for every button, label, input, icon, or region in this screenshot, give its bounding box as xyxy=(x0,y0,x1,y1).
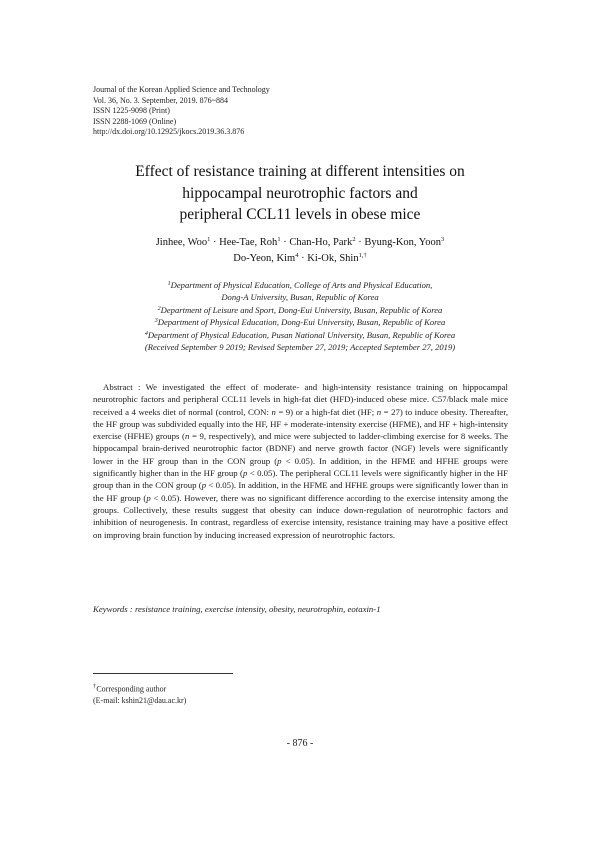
author-separator: · xyxy=(280,237,290,248)
author-name: Ki-Ok, Shin xyxy=(307,252,359,264)
abstract-text: < 0.05). However, there was no significant difference according to the exercise intensity among the groups. Collectively, these results suggest that obesity can induce down-regulation of neurotrophic factors and inhibition of neurogenesis. In contrast, regardless of exercise intensity, resistance training may have a positive effect on improving brain function by inducing increased expression of neurotrophic factors. xyxy=(93,492,508,540)
author-list xyxy=(0,235,600,266)
journal-volume: Vol. 36, No. 3. September, 2019. 876~884 xyxy=(93,95,228,105)
abstract-text: < 0.05). The peripheral CCL11 levels were significantly higher in the HF group than in the CON group ( xyxy=(93,468,509,491)
author-affiliation-mark: 1,† xyxy=(358,251,367,259)
keywords: Keywords : resistance training, exercise intensity, obesity, neurotrophin, eotaxin-1 xyxy=(93,604,381,614)
footnote-corresponding xyxy=(93,681,186,695)
affiliation-2 xyxy=(0,304,600,316)
received-dates: (Received September 9 2019; Revised September 27, 2019; Accepted September 27, 2019) xyxy=(144,342,456,353)
affiliation-1 xyxy=(0,279,600,291)
affiliation-4 xyxy=(0,329,600,341)
author-name: Byung-Kon, Yoon xyxy=(364,237,442,248)
author-name: Do-Yeon, Kim xyxy=(233,252,296,264)
journal-info xyxy=(93,85,270,138)
footnote-email[interactable]: (E-mail: kshin21@dau.ac.kr) xyxy=(93,696,187,706)
abstract-symbol: p xyxy=(201,480,207,491)
abstract-text: < 0.05). In addition, in the HFME and HFHE groups were significantly lower than in the HF group ( xyxy=(93,480,508,503)
author-name: Chan-Ho, Park xyxy=(289,237,353,248)
author-affiliation-mark: 2 xyxy=(352,236,356,243)
author-line-1 xyxy=(0,235,600,251)
author-affiliation-mark: 4 xyxy=(295,251,299,259)
author-affiliation-mark: 1 xyxy=(277,236,281,243)
doi-link[interactable]: http://dx.doi.org/10.12925/jkocs.2019.36.3.876 xyxy=(93,127,245,136)
abstract-symbol: p xyxy=(242,468,248,479)
abstract-text: < 0.05). In addition, in the HFME and HFHE groups were significantly higher than in the HF group ( xyxy=(93,455,508,479)
affiliation-text: Department of Physical Education, Pusan National University, Busan, Republic of Korea xyxy=(147,329,456,340)
author-affiliation-mark: 1 xyxy=(207,236,211,243)
affiliations xyxy=(0,279,600,353)
abstract-label: Abstract xyxy=(103,382,133,392)
abstract-symbol: n xyxy=(376,406,382,417)
footnote-divider xyxy=(93,673,233,674)
abstract xyxy=(93,381,508,541)
affiliation-text: Department of Leisure and Sport, Dong-Eui University, Busan, Republic of Korea xyxy=(160,304,443,315)
abstract-symbol: p xyxy=(277,455,282,466)
affiliation-mark: 2 xyxy=(157,305,161,312)
issn-print: ISSN 1225-9098 (Print) xyxy=(93,106,170,115)
affiliation-text: Department of Physical Education, Dong-Eui University, Busan, Republic of Korea xyxy=(157,317,446,328)
abstract-symbol: n xyxy=(184,431,190,442)
author-separator: · xyxy=(355,237,365,248)
author-separator: · xyxy=(210,237,220,248)
title-line-3: peripheral CCL11 levels in obese mice xyxy=(179,206,421,223)
issn-online: ISSN 2288-1069 (Online) xyxy=(93,116,177,126)
affiliation-mark: 1 xyxy=(167,281,171,287)
affiliation-mark: 4 xyxy=(144,330,148,337)
author-affiliation-mark: 3 xyxy=(441,236,445,243)
footnote xyxy=(93,681,186,707)
abstract-symbol: p xyxy=(146,492,151,503)
abstract-text: = 27) to induce obesity. Thereafter, the HF group was subdivided equally into the HF, HF + moderate-intensity exercise (HFME), and HF + high-intensity exercise (HFHE) groups ( xyxy=(93,406,509,442)
abstract-colon: : xyxy=(132,382,146,392)
author-name: Hee-Tae, Roh xyxy=(219,237,278,248)
affiliation-3 xyxy=(0,316,600,328)
title-line-2: hippocampal neurotrophic factors and xyxy=(182,184,418,202)
footnote-text: Corresponding author xyxy=(96,684,167,694)
dagger-mark: † xyxy=(93,683,97,690)
author-separator: · xyxy=(298,252,308,264)
affiliation-text: Department of Physical Education, College of Arts and Physical Education, xyxy=(170,280,433,290)
author-line-2 xyxy=(0,251,600,267)
author-name: Jinhee, Woo xyxy=(155,237,208,248)
paper-title xyxy=(0,161,600,226)
affiliation-1-cont: Dong-A University, Busan, Republic of Korea xyxy=(221,292,379,303)
abstract-text: = 9, respectively), and mice were subjected to ladder-climbing exercise for 8 weeks. The hippocampal brain-derived neurotrophic factor (BDNF) and nerve growth factor (NGF) levels were significantly lower in the HF group than in the CON group ( xyxy=(93,431,508,466)
journal-name: Journal of the Korean Applied Science and Technology xyxy=(93,85,270,94)
abstract-text: We investigated the effect of moderate- and high-intensity resistance training on hippocampal neurotrophic factors and peripheral CCL11 levels in high-fat diet (HFD)-induced obese mice. C57/black male mice received a 4 weeks diet of normal (control, CON: xyxy=(93,382,508,417)
page-number: - 876 - xyxy=(286,738,314,749)
abstract-text: = 9) or a high-fat diet (HF; xyxy=(275,406,377,417)
abstract-symbol: n xyxy=(271,406,276,417)
affiliation-mark: 3 xyxy=(154,318,158,325)
title-line-1: Effect of resistance training at different intensities on xyxy=(135,163,465,180)
